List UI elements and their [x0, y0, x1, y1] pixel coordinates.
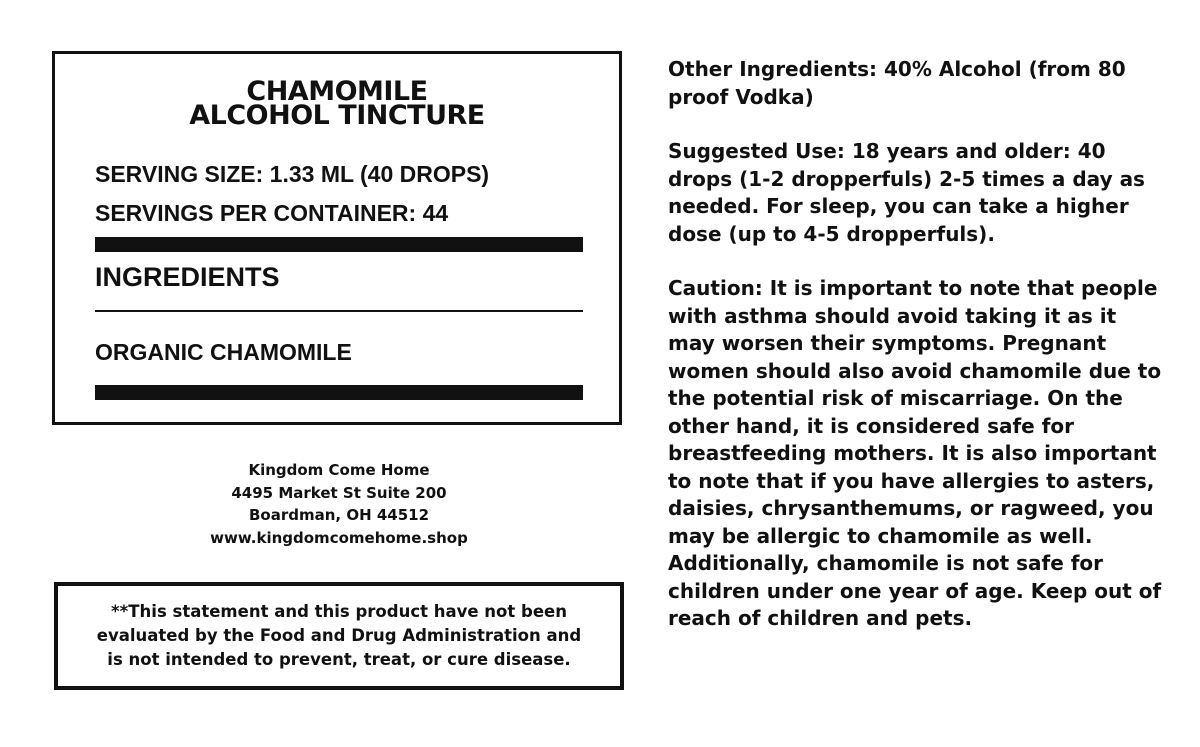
servings-per-container: SERVINGS PER CONTAINER: 44 [95, 200, 449, 226]
thin-divider [95, 310, 583, 312]
product-title [55, 76, 619, 131]
disclaimer-line: evaluated by the Food and Drug Administration and [96, 626, 582, 645]
website: www.kingdomcomehome.shop [210, 528, 468, 547]
city-state-zip: Boardman, OH 44512 [248, 506, 430, 524]
product-title-line2: ALCOHOL TINCTURE [189, 100, 485, 131]
company-address [172, 459, 506, 549]
company-name: Kingdom Come Home [248, 461, 430, 479]
other-ingredients: Other Ingredients: 40% Alcohol (from 80 proof Vodka) [668, 57, 1126, 109]
ingredient-item: ORGANIC CHAMOMILE [95, 339, 352, 365]
thick-divider-top [95, 237, 583, 252]
caution-text: Caution: It is important to note that people with asthma should avoid taking it as it may worsen their symptoms. Pregnant women should also avoid chamomile due to the potential risk of miscarriage. On the other hand, it is considered safe for breastfeeding mothers. It is also important to note that if you have allergies to asters, daisies, chrysanthemums, or ragweed, you may be allergic to chamomile as well. Additionally, chamomile is not safe for children under one year of age. Keep out of reach of children and pets. [668, 276, 1162, 630]
disclaimer-line: is not intended to prevent, treat, or cure disease. [107, 650, 571, 669]
details-column [668, 56, 1168, 633]
serving-size: SERVING SIZE: 1.33 ML (40 DROPS) [95, 161, 490, 187]
product-title-line1: CHAMOMILE [246, 76, 428, 107]
thick-divider-bottom [95, 385, 583, 400]
suggested-use: Suggested Use: 18 years and older: 40 drops (1-2 dropperfuls) 2-5 times a day as needed. For sleep, you can take a higher dose (up to 4-5 dropperfuls). [668, 139, 1145, 246]
fda-disclaimer-text [69, 600, 609, 672]
ingredients-heading: INGREDIENTS [95, 262, 280, 292]
street-address: 4495 Market St Suite 200 [231, 483, 447, 502]
disclaimer-line: **This statement and this product have not been [111, 602, 567, 621]
fda-disclaimer-box [54, 582, 624, 690]
supplement-facts-box [52, 51, 622, 425]
